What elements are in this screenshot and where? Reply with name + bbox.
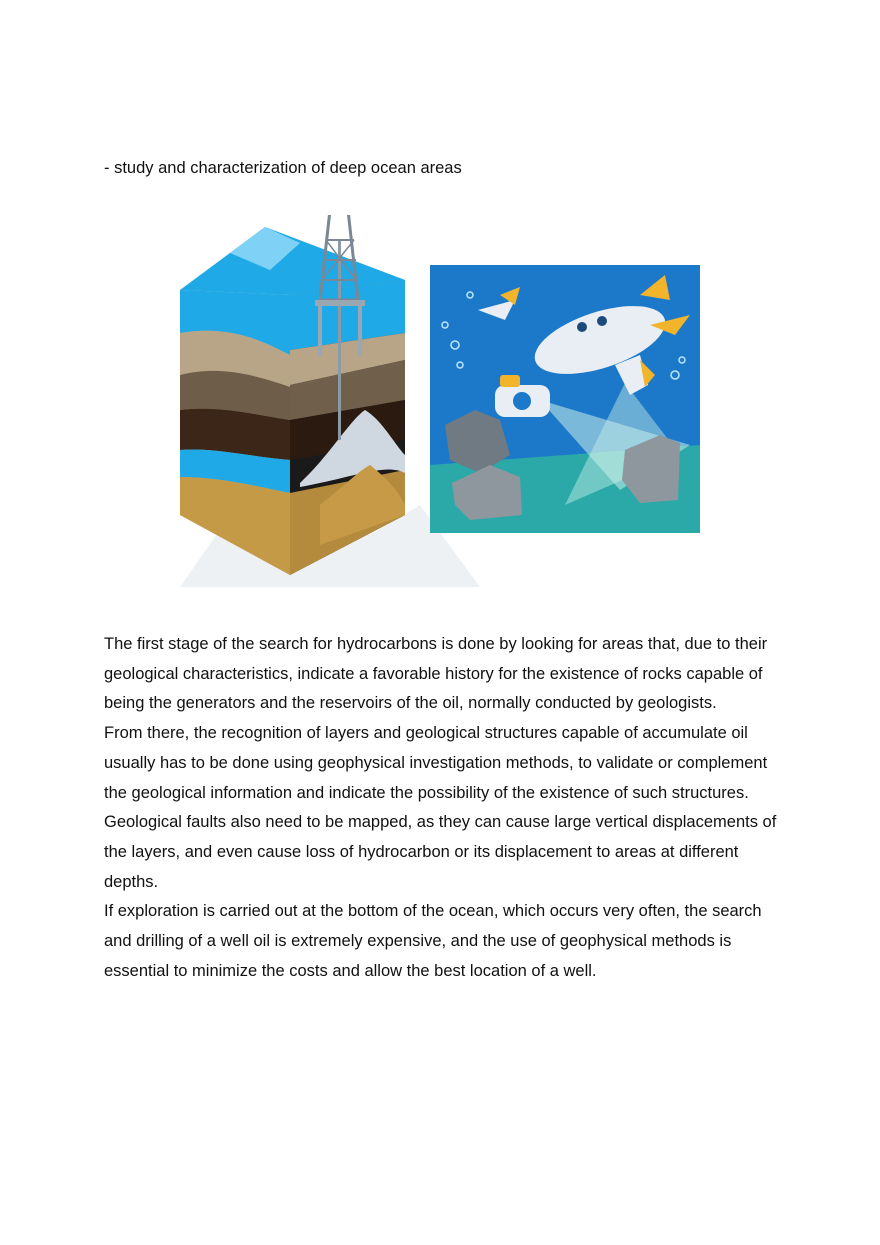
paragraph: If exploration is carried out at the bottom of the ocean, which occurs very often, the search and drilling of a well oil is extremely expensive, and the use of geophysical methods is essential to minimize the costs and allow the best location of a well.: [104, 902, 762, 980]
paragraph: Geological faults also need to be mapped, as they can cause large vertical displacements of the layers, and even cause loss of hydrocarbon or its displacement to areas at different depths.: [104, 813, 777, 891]
paragraph: The first stage of the search for hydrocarbons is done by looking for areas that, due to their geological characteristics, indicate a favorable history for the existence of rocks capable of being the generators and the reservoirs of the oil, normally conducted by geologists.: [104, 635, 768, 713]
illustration: [170, 215, 710, 595]
bullet-line: - study and characterization of deep ocean areas: [104, 159, 462, 177]
geological-cross-section-icon: [180, 215, 405, 575]
ocean-exploration-scene-icon: [430, 265, 700, 533]
body-text: [104, 630, 784, 986]
paragraph: From there, the recognition of layers and geological structures capable of accumulate oil usually has to be done using geophysical investigation methods, to validate or complement the geological information and indicate the possibility of the existence of such structures.: [104, 724, 768, 802]
